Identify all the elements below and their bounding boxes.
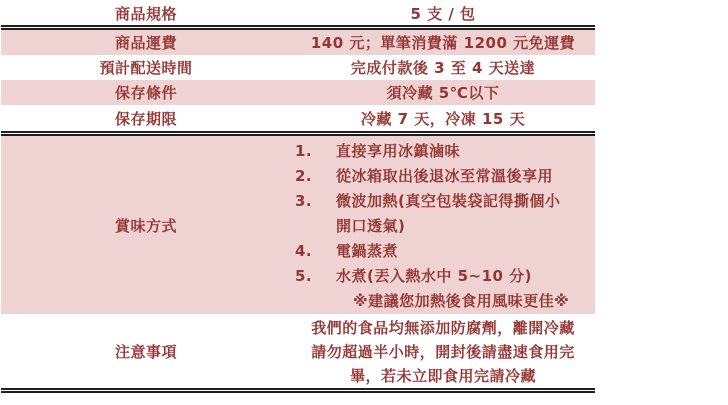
serving-methods-cell (291, 136, 595, 314)
spec-row-delivery-time (1, 55, 595, 80)
row-label: 賞味方式 (114, 216, 177, 235)
serving-item-number: 1. (295, 142, 313, 160)
serving-method-item (291, 239, 595, 264)
spec-row-product-spec (1, 2, 595, 25)
row-label: 商品規格 (114, 5, 177, 23)
notice-text: 我們的食品均無添加防腐劑，離開冷藏請勿超過半小時，開封後請盡速食用完畢，若未立即食用完請冷藏 (311, 319, 575, 385)
row-label: 預計配送時間 (99, 59, 193, 77)
row-value: 冷藏 7 天，冷凍 15 天 (360, 109, 526, 128)
spec-row-notice (1, 314, 595, 388)
row-label: 商品運費 (114, 34, 177, 52)
spec-row-shipping-fee (1, 30, 595, 55)
row-value: 140 元；單筆消費滿 1200 元免運費 (310, 34, 576, 52)
row-value: 5 支 / 包 (410, 5, 476, 23)
table-rule-bottom (1, 388, 595, 393)
serving-item-number: 4. (295, 242, 313, 260)
serving-item-text: 水煮(丟入熱水中 5~10 分) (336, 267, 533, 285)
row-label: 保存期限 (114, 109, 177, 128)
serving-item-text: 微波加熱(真空包裝袋記得撕個小開口透氣) (336, 192, 561, 235)
product-spec-table (1, 2, 595, 393)
notice-cell (291, 314, 595, 388)
spec-row-storage-condition (1, 80, 595, 105)
serving-method-item (291, 264, 595, 289)
serving-method-item (291, 164, 595, 189)
serving-item-text: 電鍋蒸煮 (336, 242, 399, 260)
serving-method-item (291, 139, 595, 164)
serving-item-text: 從冰箱取出後退冰至常溫後享用 (336, 167, 554, 185)
serving-methods-list (291, 139, 595, 289)
serving-item-number: 2. (295, 167, 313, 185)
serving-item-number: 5. (295, 267, 313, 285)
serving-item-text: 直接享用冰鎮滷味 (336, 142, 461, 160)
spec-row-shelf-life (1, 105, 595, 131)
row-value: 須冷藏 5℃以下 (386, 84, 500, 102)
row-label: 注意事項 (114, 342, 177, 361)
row-value: 完成付款後 3 至 4 天送達 (350, 59, 536, 77)
spec-row-serving-methods (1, 136, 595, 314)
serving-note: ※建議您加熱後食用風味更佳※ (353, 292, 570, 310)
row-label: 保存條件 (114, 84, 177, 102)
serving-method-item (291, 189, 595, 239)
serving-item-number: 3. (295, 192, 313, 210)
